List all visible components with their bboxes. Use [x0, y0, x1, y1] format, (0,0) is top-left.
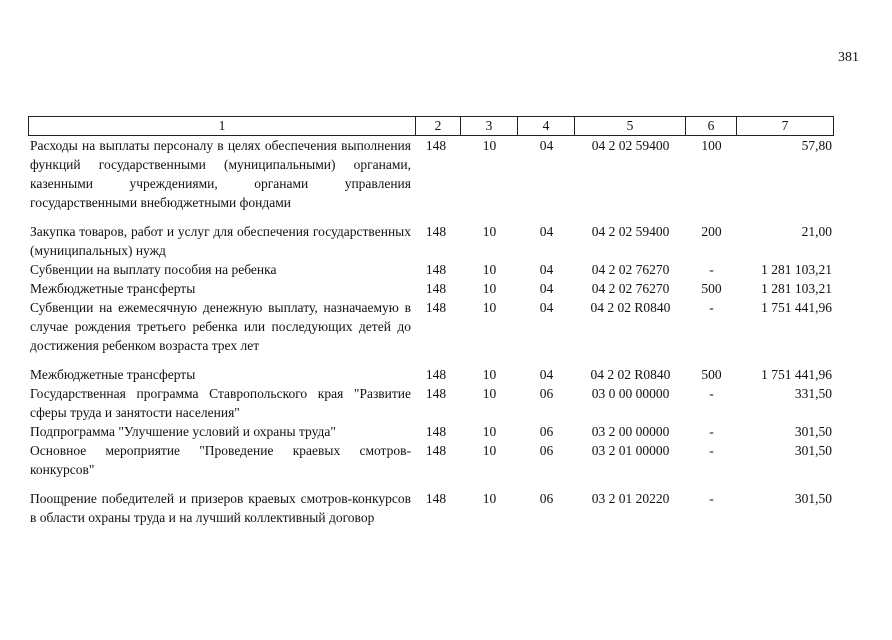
row-description: Закупка товаров, работ и услуг для обеспечения государственных (муниципальных) нужд: [30, 224, 411, 258]
row-description: Межбюджетные трансферты: [30, 367, 196, 382]
row-code: 148: [425, 491, 447, 506]
row-target: 04 2 02 59400: [591, 224, 670, 239]
page-number: 381: [838, 50, 859, 65]
row-amount: 21,00: [801, 224, 832, 239]
row-type: 100: [701, 138, 722, 153]
row-subsection: 06: [539, 443, 554, 458]
table-row: [30, 298, 860, 355]
row-type: -: [709, 443, 714, 458]
row-subsection: 06: [539, 491, 554, 506]
table-row: [30, 489, 860, 527]
row-code: 148: [425, 300, 447, 315]
row-subsection: 04: [539, 300, 554, 315]
row-code: 148: [425, 386, 447, 401]
table-row: [30, 279, 860, 298]
row-amount: 301,50: [794, 491, 832, 506]
header-cell: 6: [685, 117, 736, 135]
row-target: 03 0 00 00000: [591, 386, 670, 401]
row-code: 148: [425, 262, 447, 277]
table-body: [30, 136, 860, 527]
row-section: 10: [482, 224, 497, 239]
row-type: -: [709, 386, 714, 401]
row-section: 10: [482, 424, 497, 439]
row-subsection: 04: [539, 281, 554, 296]
row-type: -: [709, 262, 714, 277]
row-amount: 1 281 103,21: [761, 262, 832, 277]
table-row: [30, 136, 860, 212]
row-code: 148: [425, 443, 447, 458]
row-target: 04 2 02 R0840: [590, 367, 671, 382]
row-target: 03 2 00 00000: [591, 424, 670, 439]
row-description: Межбюджетные трансферты: [30, 281, 196, 296]
table-row: [30, 260, 860, 279]
row-description: Расходы на выплаты персоналу в целях обеспечения выполнения функций государственными (муниципальными) органами, казенными учреждениями, органами управления государственными внебюджетными фондами: [30, 138, 411, 210]
row-type: -: [709, 300, 714, 315]
row-target: 04 2 02 R0840: [590, 300, 671, 315]
row-type: 500: [701, 281, 722, 296]
row-section: 10: [482, 443, 497, 458]
table-header: [28, 116, 834, 136]
header-cell: 2: [415, 117, 460, 135]
row-type: 500: [701, 367, 722, 382]
row-subsection: 06: [539, 386, 554, 401]
row-section: 10: [482, 300, 497, 315]
row-code: 148: [425, 224, 447, 239]
row-subsection: 04: [539, 262, 554, 277]
row-type: -: [709, 491, 714, 506]
header-cell: 1: [218, 118, 226, 133]
table-row: [30, 222, 860, 260]
header-cell: 3: [460, 117, 517, 135]
row-section: 10: [482, 367, 497, 382]
table-row: [30, 422, 860, 441]
row-description: Основное мероприятие "Проведение краевых смотров-конкурсов": [30, 443, 411, 477]
row-description: Субвенции на выплату пособия на ребенка: [30, 262, 277, 277]
header-cell: 4: [517, 117, 574, 135]
table-row: [30, 365, 860, 384]
row-target: 03 2 01 20220: [591, 491, 670, 506]
row-subsection: 04: [539, 224, 554, 239]
header-cell: 7: [736, 117, 833, 135]
row-code: 148: [425, 424, 447, 439]
row-amount: 57,80: [801, 138, 832, 153]
table-row: [30, 441, 860, 479]
row-target: 04 2 02 76270: [591, 281, 670, 296]
row-amount: 301,50: [794, 424, 832, 439]
row-subsection: 04: [539, 367, 554, 382]
header-cell: 5: [574, 117, 685, 135]
row-description: Субвенции на ежемесячную денежную выплату, назначаемую в случае рождения третьего ребенка или последующих детей до достижения ребенком возраста трех лет: [30, 300, 411, 353]
row-target: 04 2 02 59400: [591, 138, 670, 153]
row-code: 148: [425, 281, 447, 296]
row-amount: 331,50: [794, 386, 832, 401]
row-code: 148: [425, 367, 447, 382]
row-subsection: 04: [539, 138, 554, 153]
row-section: 10: [482, 491, 497, 506]
row-section: 10: [482, 281, 497, 296]
row-section: 10: [482, 262, 497, 277]
table-row: [30, 384, 860, 422]
row-type: -: [709, 424, 714, 439]
row-section: 10: [482, 138, 497, 153]
row-target: 04 2 02 76270: [591, 262, 670, 277]
row-amount: 301,50: [794, 443, 832, 458]
row-section: 10: [482, 386, 497, 401]
row-amount: 1 751 441,96: [761, 300, 832, 315]
row-target: 03 2 01 00000: [591, 443, 670, 458]
row-description: Государственная программа Ставропольского края "Развитие сферы труда и занятости населения": [30, 386, 411, 420]
row-description: Поощрение победителей и призеров краевых смотров-конкурсов в области охраны труда и на лучший коллективный договор: [30, 491, 411, 525]
row-code: 148: [425, 138, 447, 153]
row-type: 200: [701, 224, 722, 239]
row-description: Подпрограмма "Улучшение условий и охраны труда": [30, 424, 336, 439]
row-amount: 1 281 103,21: [761, 281, 832, 296]
row-amount: 1 751 441,96: [761, 367, 832, 382]
row-subsection: 06: [539, 424, 554, 439]
